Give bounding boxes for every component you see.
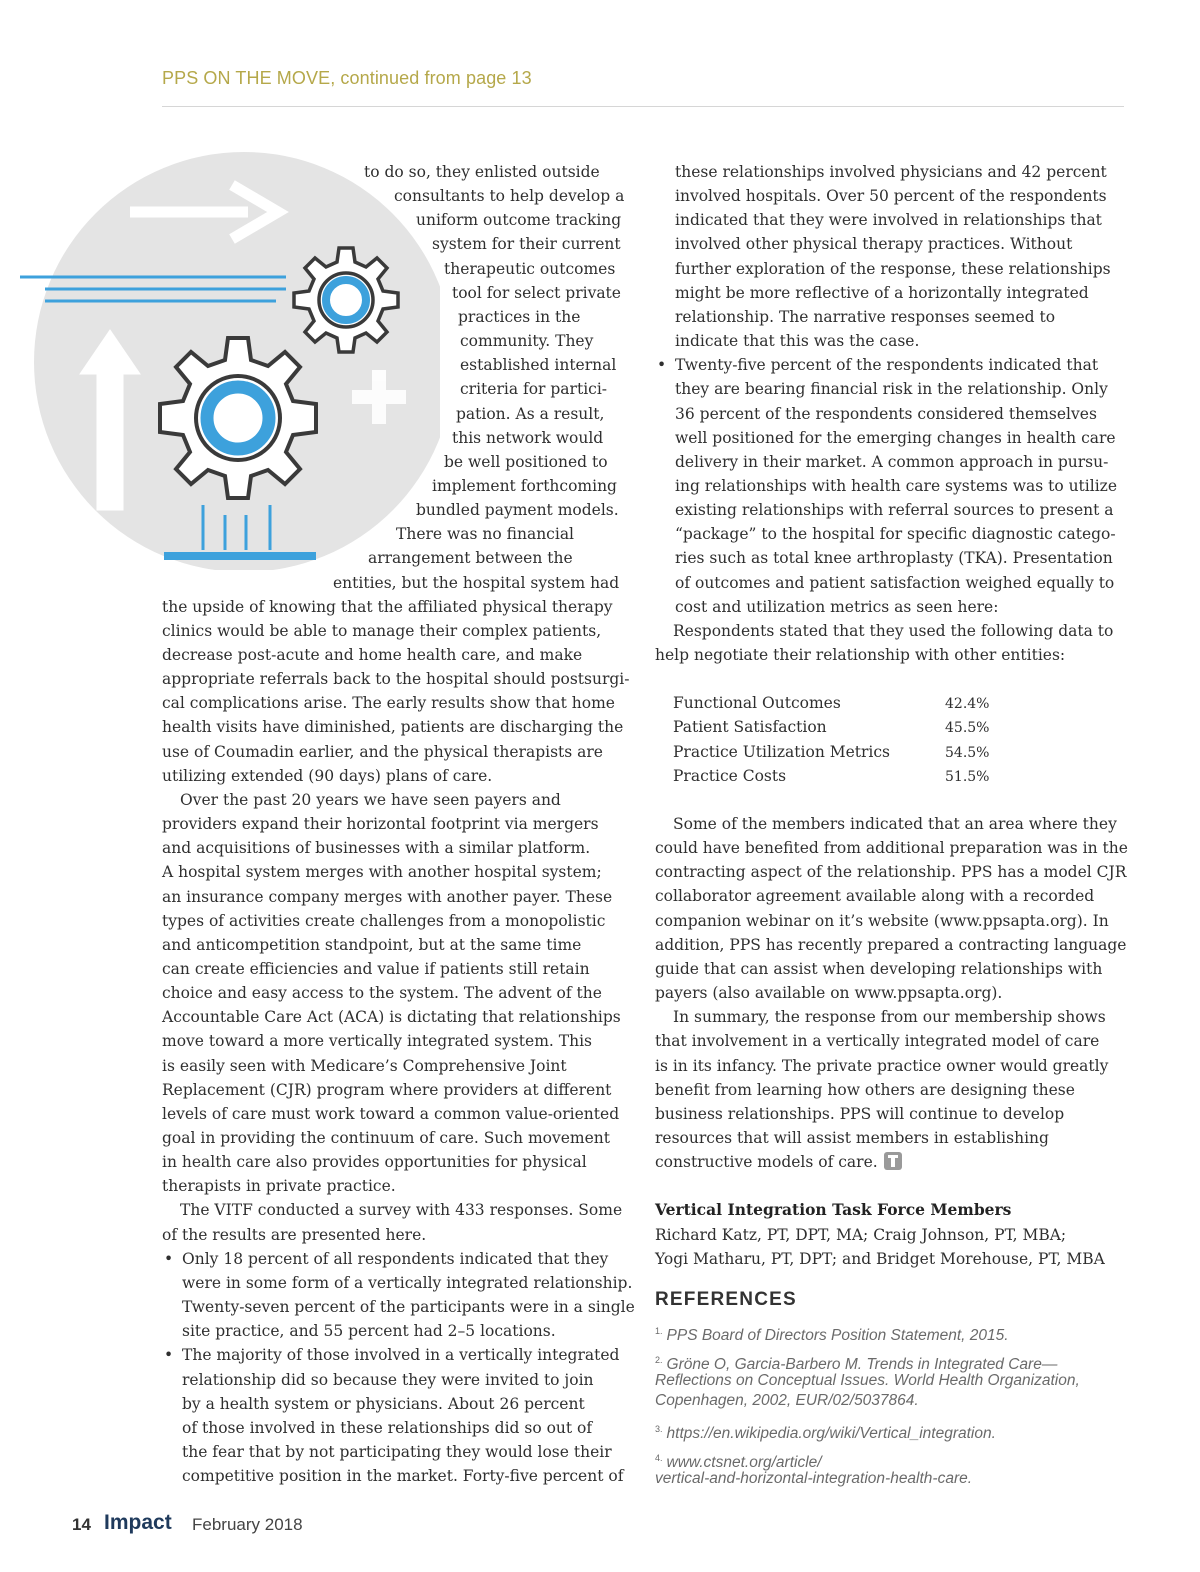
issue-date: February 2018 [192, 1515, 303, 1534]
text-line: that involvement in a vertically integrated model of care [655, 1032, 1100, 1051]
text-line: decrease post-acute and home health care, and make [162, 646, 583, 664]
text-line: well positioned for the emerging changes in health care [675, 428, 1116, 447]
end-mark-icon [884, 1152, 902, 1170]
text-line: might be more reflective of a horizontally integrated [675, 283, 1089, 302]
text-line: Only 18 percent of all respondents indicated that they [182, 1249, 609, 1268]
magazine-name: Impact [104, 1511, 172, 1534]
text-line: The majority of those involved in a vertically integrated [182, 1346, 620, 1365]
text-line: and acquisitions of businesses with a similar platform. [162, 839, 591, 858]
text-line: Some of the members indicated that an area where they [673, 815, 1117, 833]
data-table-value: 51.5% [945, 768, 990, 785]
gear-icon [160, 338, 316, 498]
text-line: is easily seen with Medicare’s Comprehensive Joint [162, 1056, 567, 1075]
text-line: to do so, they enlisted outside [364, 163, 600, 181]
text-line: practices in the [458, 307, 581, 326]
text-line: cost and utilization metrics as seen here: [675, 597, 999, 616]
text-line: is in its infancy. The private practice owner would greatly [655, 1056, 1109, 1075]
bullet-marker: • [164, 1346, 174, 1365]
text-line: relationship. The narrative responses seemed to [675, 307, 1056, 326]
text-line: the upside of knowing that the affiliated physical therapy [162, 597, 613, 616]
text-line: Respondents stated that they used the following data to [673, 621, 1114, 640]
text-line: goal in providing the continuum of care. Such movement [162, 1129, 610, 1147]
text-line: were in some form of a vertically integrated relationship. [182, 1273, 633, 1292]
text-line: use of Coumadin earlier, and the physical therapists are [162, 742, 603, 761]
data-table-label: Functional Outcomes [673, 694, 841, 712]
text-line: of the results are presented here. [162, 1225, 427, 1244]
text-line: providers expand their horizontal footprint via mergers [162, 815, 599, 834]
text-line: therapeutic outcomes [444, 259, 616, 278]
text-line: levels of care must work toward a common value-oriented [162, 1104, 620, 1123]
gears-illustration [0, 150, 440, 570]
text-line: In summary, the response from our membership shows [673, 1008, 1106, 1027]
data-table-label: Practice Costs [673, 766, 787, 785]
gear-icon [294, 248, 398, 352]
text-line: entities, but the hospital system had [333, 573, 620, 592]
text-line: pation. As a result, [456, 404, 605, 423]
text-line: contracting aspect of the relationship. PPS has a model CJR [655, 863, 1127, 882]
text-line: bundled payment models. [416, 501, 619, 520]
text-line: in health care also provides opportunities for physical [162, 1153, 587, 1172]
text-line: Accountable Care Act (ACA) is dictating that relationships [162, 1008, 621, 1027]
reference-number: 2. [655, 1355, 663, 1365]
text-line: by a health system or physicians. About 26 percent [182, 1394, 585, 1413]
members-heading: Vertical Integration Task Force Members [655, 1200, 1012, 1219]
text-line: involved other physical therapy practices. Without [675, 235, 1073, 254]
page-number: 14 [72, 1515, 91, 1534]
members-line: Richard Katz, PT, DPT, MA; Craig Johnson, PT, MBA; [655, 1226, 1067, 1244]
text-line: site practice, and 55 percent had 2–5 locations. [182, 1322, 556, 1341]
data-table-value: 45.5% [945, 720, 990, 737]
text-line: A hospital system merges with another hospital system; [162, 863, 602, 882]
text-line: move toward a more vertically integrated system. This [162, 1032, 592, 1051]
reference-text: Reflections on Conceptual Issues. World Health Organization, [655, 1371, 1080, 1389]
text-line: involved hospitals. Over 50 percent of the respondents [675, 187, 1107, 206]
text-line: appropriate referrals back to the hospital should postsurgi- [162, 670, 630, 689]
text-line: could have benefited from additional preparation was in the [655, 839, 1128, 858]
text-line: criteria for partici- [460, 380, 608, 399]
reference-line [655, 1321, 1009, 1346]
bullet-marker: • [657, 356, 667, 375]
text-line: further exploration of the response, these relationships [675, 259, 1111, 278]
data-table-value: 54.5% [945, 744, 990, 761]
text-line: benefit from learning how others are designing these [655, 1080, 1075, 1099]
text-line: 36 percent of the respondents considered themselves [675, 404, 1097, 423]
text-line: can create efficiencies and value if patients still retain [162, 959, 590, 978]
text-line: payers (also available on www.ppsapta.org). [655, 984, 1003, 1003]
text-line: the fear that by not participating they would lose their [182, 1442, 612, 1461]
text-line: health visits have diminished, patients are discharging the [162, 718, 624, 737]
data-table-value: 42.4% [945, 696, 990, 712]
text-line: “package” to the hospital for specific diagnostic catego- [675, 525, 1116, 544]
text-line: these relationships involved physicians and 42 percent [675, 163, 1107, 181]
text-line: addition, PPS has recently prepared a contracting language [655, 935, 1127, 954]
data-table-label: Patient Satisfaction [673, 718, 827, 737]
text-line: this network would [452, 428, 604, 447]
text-line: of outcomes and patient satisfaction weighed equally to [675, 573, 1115, 592]
reference-number: 4. [655, 1453, 663, 1463]
text-line: uniform outcome tracking [416, 211, 622, 230]
text-line: of those involved in these relationships did so out of [182, 1418, 593, 1437]
reference-text: PPS Board of Directors Position Statement, 2015. [666, 1327, 1009, 1345]
text-line: competitive position in the market. Forty-five percent of [182, 1467, 624, 1486]
reference-number: 3. [655, 1424, 663, 1434]
text-line: ries such as total knee arthroplasty (TKA). Presentation [675, 549, 1113, 568]
text-line: Replacement (CJR) program where providers at different [162, 1080, 612, 1099]
text-line: companion webinar on it’s website (www.ppsapta.org). In [655, 911, 1109, 930]
text-line: utilizing extended (90 days) plans of care. [162, 766, 493, 785]
reference-line [655, 1371, 1080, 1391]
bullet-marker: • [164, 1249, 174, 1268]
text-line: and anticompetition standpoint, but at the same time [162, 935, 582, 954]
reference-text: www.ctsnet.org/article/ [666, 1454, 822, 1472]
header-rule [162, 106, 1124, 107]
text-line: clinics would be able to manage their complex patients, [162, 621, 602, 640]
references-heading: REFERENCES [655, 1289, 797, 1310]
reference-text: Copenhagen, 2002, EUR/02/5037864. [655, 1392, 919, 1409]
reference-number: 1. [655, 1326, 663, 1336]
data-table-label: Practice Utilization Metrics [673, 742, 890, 761]
text-line: delivery in their market. A common approach in pursu- [675, 452, 1109, 471]
text-line: Twenty-seven percent of the participants were in a single [182, 1298, 635, 1317]
text-line: guide that can assist when developing relationships with [655, 959, 1103, 978]
text-line: resources that will assist members in establishing [655, 1128, 1049, 1147]
text-line: Over the past 20 years we have seen payers and [180, 790, 561, 809]
text-line: arrangement between the [368, 549, 573, 568]
text-line: they are bearing financial risk in the relationship. Only [675, 380, 1108, 399]
text-line: consultants to help develop a [394, 187, 625, 206]
reference-line [655, 1469, 972, 1489]
text-line: system for their current [432, 235, 621, 254]
reference-text: vertical-and-horizontal-integration-health-care. [655, 1469, 973, 1487]
text-line: types of activities create challenges from a monopolistic [162, 911, 606, 930]
text-line: an insurance company merges with another payer. These [162, 887, 613, 906]
running-head: PPS ON THE MOVE, continued from page 13 [162, 68, 532, 88]
text-line: existing relationships with referral sources to present a [675, 501, 1114, 520]
text-line: There was no financial [396, 525, 575, 544]
text-line: indicate that this was the case. [675, 332, 920, 351]
reference-line [655, 1391, 919, 1411]
base-bar [164, 552, 316, 560]
text-line: community. They [460, 332, 594, 351]
text-line: The VITF conducted a survey with 433 responses. Some [180, 1201, 623, 1220]
text-line: indicated that they were involved in relationships that [675, 211, 1102, 230]
text-line: business relationships. PPS will continue to develop [655, 1104, 1065, 1123]
reference-line [655, 1419, 996, 1444]
text-line: relationship did so because they were invited to join [182, 1370, 594, 1389]
text-line: help negotiate their relationship with other entities: [655, 646, 1066, 664]
text-line: implement forthcoming [432, 476, 617, 495]
text-line: be well positioned to [444, 452, 608, 471]
text-line: therapists in private practice. [162, 1177, 396, 1196]
reference-text: https://en.wikipedia.org/wiki/Vertical_integration. [666, 1425, 996, 1443]
text-line: constructive models of care. [655, 1153, 878, 1172]
reference-text: Gröne O, Garcia-Barbero M. Trends in Integrated Care— [666, 1356, 1058, 1374]
members-line: Yogi Matharu, PT, DPT; and Bridget Morehouse, PT, MBA [655, 1250, 1105, 1268]
text-line: ing relationships with health care systems was to utilize [675, 476, 1117, 495]
text-line: collaborator agreement available along with a recorded [655, 887, 1095, 906]
text-line: choice and easy access to the system. The advent of the [162, 984, 602, 1003]
text-line: tool for select private [452, 283, 621, 302]
text-line: Twenty-five percent of the respondents indicated that [675, 356, 1099, 375]
text-line: cal complications arise. The early results show that home [162, 694, 615, 713]
text-line: established internal [460, 356, 617, 375]
